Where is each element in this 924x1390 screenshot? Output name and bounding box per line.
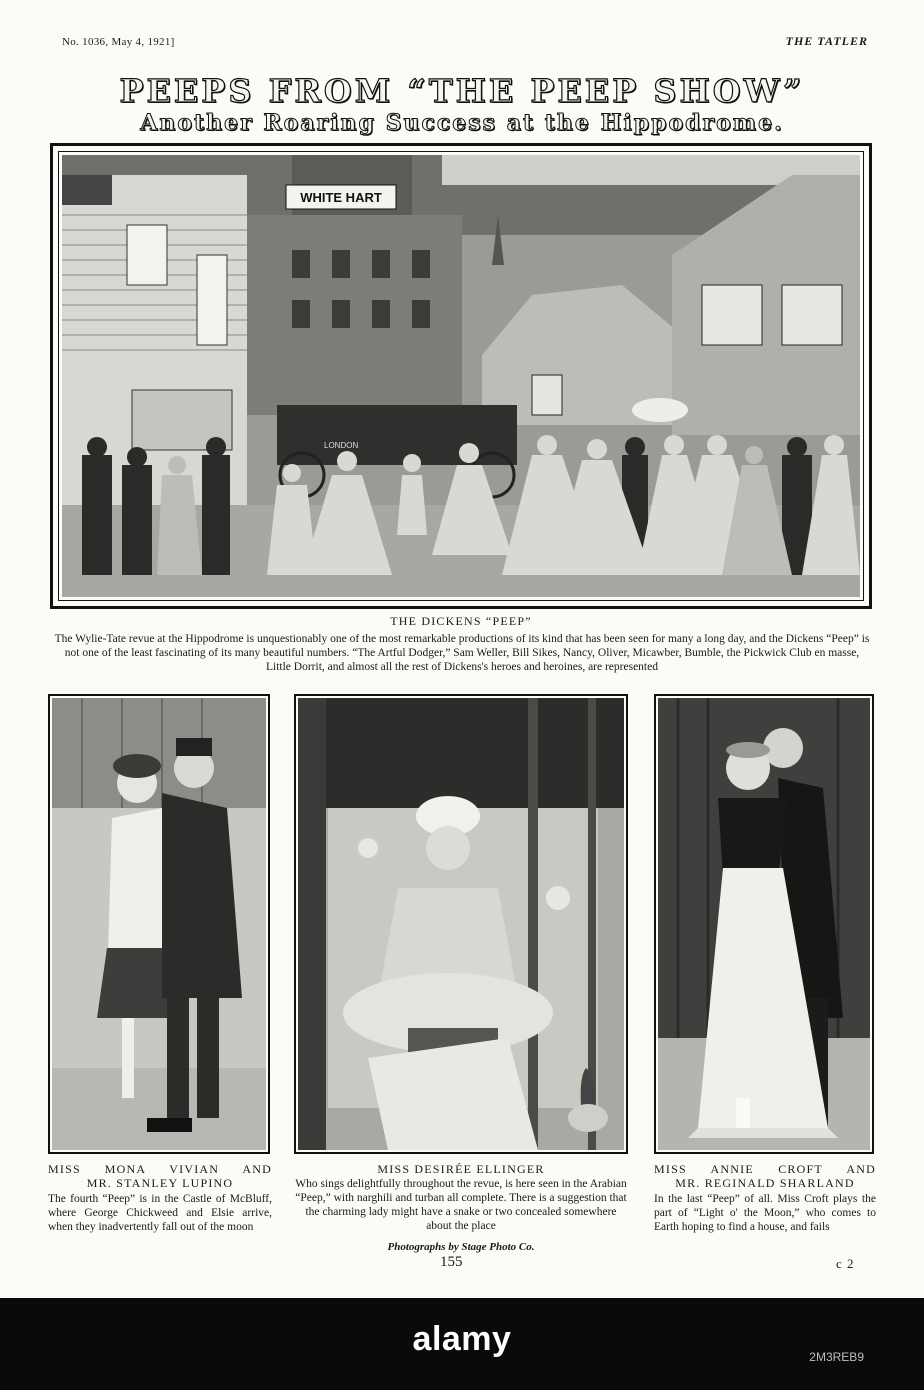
photo-credit: Photographs by Stage Photo Co. [387,1241,535,1253]
left-caption-title-line2: MR. STANLEY LUPINO [86,1176,234,1190]
dickens-peep-photo [62,155,860,597]
watermark-image-id: 2M3REB9 [809,1350,864,1364]
ellinger-photo [298,698,624,1150]
center-caption-body: Who sings delightfully throughout the revue, is here seen in the Arabian “Peep,” with narghili and turban all complete. There is a suggestion that the charming lady might have a snake or two concealed somewhere about the place [295,1178,627,1232]
center-caption-title: MISS DESIRÉE ELLINGER [377,1162,545,1176]
main-photo-caption-title: THE DICKENS “PEEP” [390,614,532,628]
watermark-logo: alamy [412,1320,512,1358]
publication-name: THE TATLER [785,34,868,48]
coach-label: LONDON [324,441,359,450]
left-caption-body: The fourth “Peep” is in the Castle of McBluff, where George Chickweed and Elsie arrive, when they inadvertently fall out of the moon [48,1193,272,1233]
main-photo-caption-body: The Wylie-Tate revue at the Hippodrome is unquestionably one of the most remarkable productions of its kind that has been seen for many a long day, and the Dickens “Peep” is not one of the least fascinating of its many beautiful numbers. “The Artful Dodger,” Sam Weller, Bill Sikes, Nancy, Oliver, Micawber, Bumble, the Pickwick Club en masse, Little Dorrit, and almost all the rest of Dickens's heroes and heroines, are represented [54,633,870,673]
white-hart-sign: WHITE HART [300,190,382,205]
vivian-lupino-photo [52,698,266,1150]
page-number: 155 [440,1254,463,1270]
right-caption-title-line1: MISS ANNIE CROFT AND [654,1162,876,1176]
croft-sharland-photo [658,698,870,1150]
page-subtitle: Another Roaring Success at the Hippodrome. [140,110,784,136]
page-reference: c 2 [836,1256,855,1271]
right-caption-title-line2: MR. REGINALD SHARLAND [675,1176,855,1190]
left-caption-title-line1: MISS MONA VIVIAN AND [48,1162,272,1176]
issue-line: No. 1036, May 4, 1921] [62,36,175,48]
page-title: PEEPS FROM “THE PEEP SHOW” [119,72,805,110]
right-caption-body: In the last “Peep” of all. Miss Croft plays the part of “Light o' the Moon,” who comes to Earth hoping to find a house, and fails [654,1193,876,1233]
